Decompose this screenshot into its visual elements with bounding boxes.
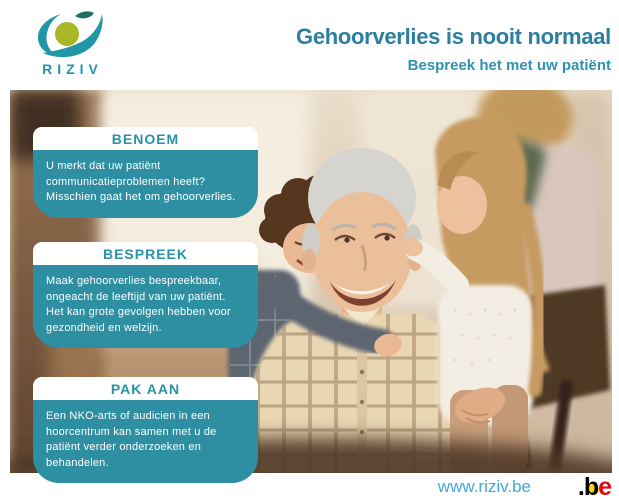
website-link[interactable]: www.riziv.be	[437, 477, 531, 496]
riziv-eye-icon	[31, 8, 109, 58]
card-bespreek	[33, 242, 258, 348]
card-benoem-body: U merkt dat uw patiënt communicatieproblemen heeft? Misschien gaat het om gehoorverlies.	[33, 150, 258, 218]
be-logo-e: e	[598, 473, 611, 501]
card-pak-aan-heading: PAK AAN	[33, 377, 258, 400]
be-logo-b: b	[583, 473, 599, 501]
belgium-be-logo	[578, 475, 611, 501]
riziv-logo-text: RIZIV	[42, 61, 103, 77]
riziv-logo	[28, 8, 112, 77]
card-bespreek-heading: BESPREEK	[33, 242, 258, 265]
page-title: Gehoorverlies is nooit normaal	[296, 24, 611, 49]
header-titles	[296, 24, 611, 74]
be-logo-dot: .	[577, 473, 584, 501]
card-bespreek-body: Maak gehoorverlies bespreekbaar, ongeacht de leeftijd van uw patiënt. Het kan grote gevolgen hebben voor gezondheid en welzijn.	[33, 265, 258, 348]
card-pak-aan-body: Een NKO-arts of audicien in een hoorcentrum kan samen met u de patiënt verder onderzoeken en behandelen.	[33, 400, 258, 483]
card-benoem-heading: BENOEM	[33, 127, 258, 150]
card-pak-aan	[33, 377, 258, 483]
page-subtitle: Bespreek het met uw patiënt	[407, 57, 611, 74]
card-benoem	[33, 127, 258, 218]
